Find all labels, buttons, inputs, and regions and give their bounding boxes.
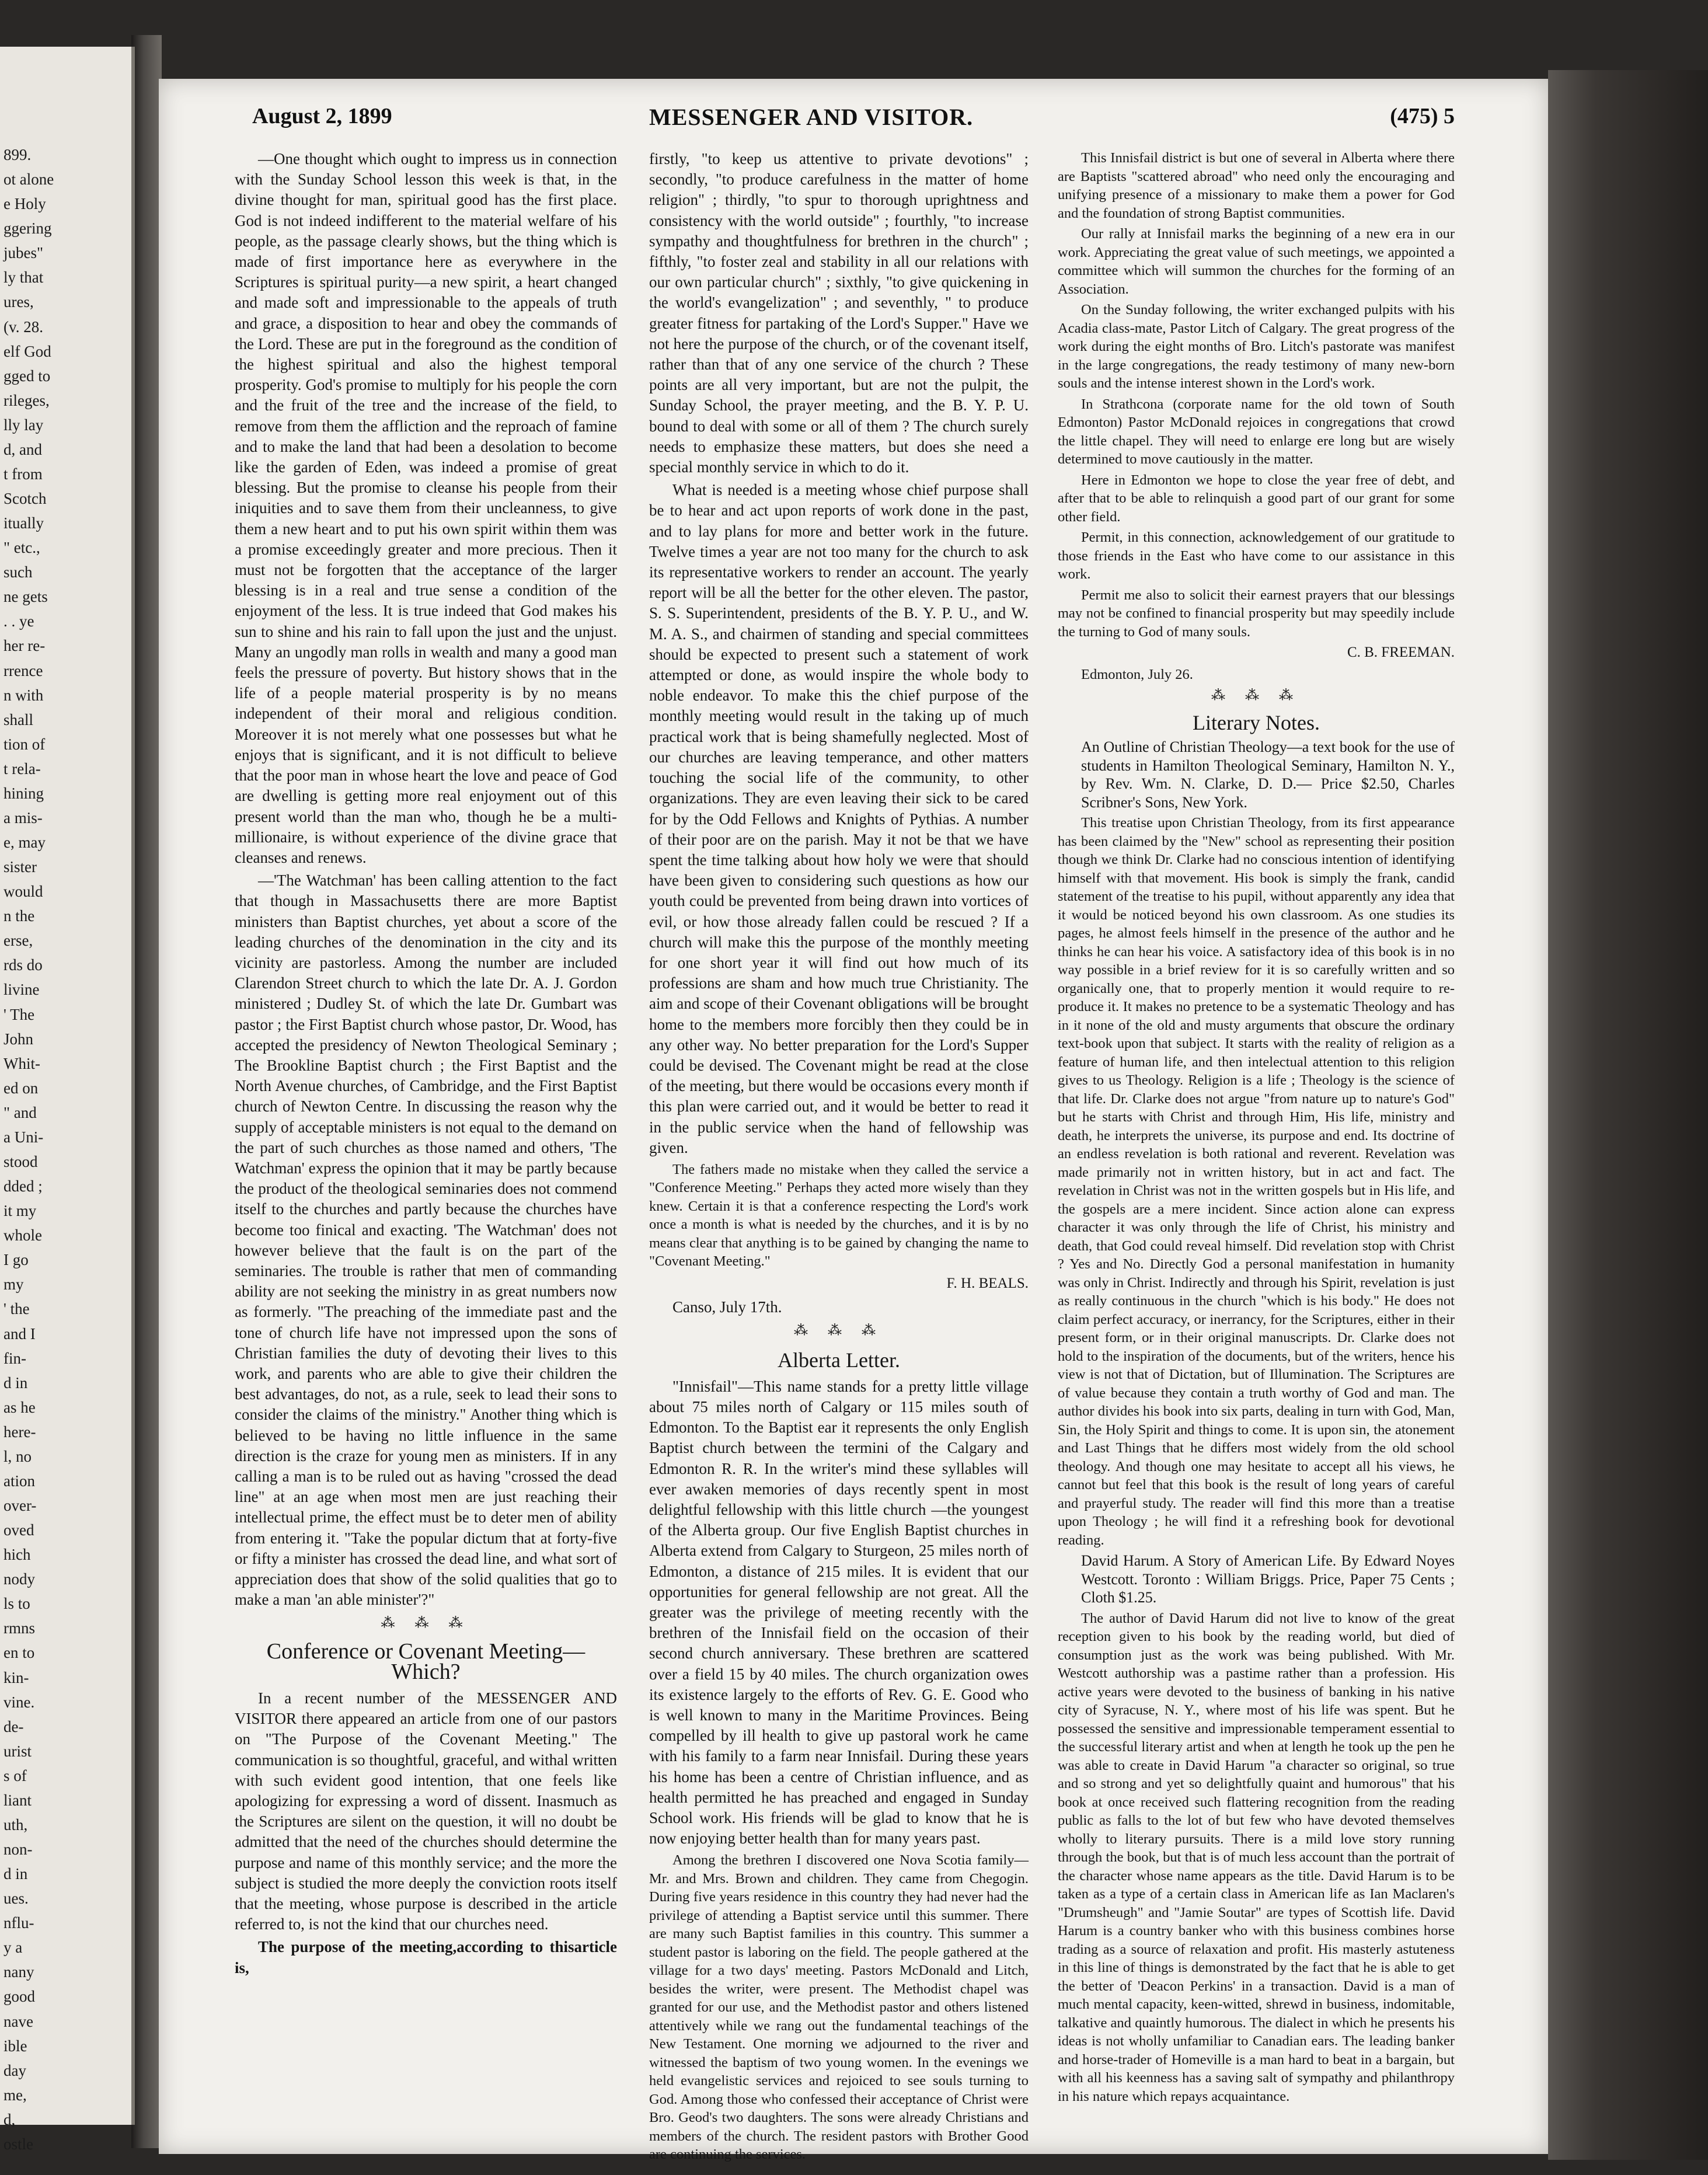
previous-page-text: livine <box>4 981 40 999</box>
book-review: The author of David Harum did not live to know of the great reception given to his book by the reading world, but died of consumption just as the work was being published. With Mr. Westcott authorship was a pastime rather than a profession. His active years were devoted to the business of banking in his native city of Syracuse, N. Y., where most of his life was spent. But he possessed the sensitive and impressionable temperament essential to the successful literary artist and when at length he took up the pen he was able to create in David Harum "a character so original, so true and so strong and yet so delightfully quaint and humorous" that his book at once received such flattering recognition from the reading public as falls to the lot of but few who have devoted themselves wholly to literary pursuits. There is a mild love story running through the book, but that is of much less account than the portrait of the character whose name appears as the title. David Harum is to be taken as a type of a certain class in American life as Ian Maclaren's "Drumsheugh" and "Jamie Soutar" are types of Scottish life. David Harum is a country banker who with this business combines horse trading as a source of relaxation and profit. His masterly astuteness in this line of things is demonstrated by the fact that he is able to get the better of 'Deacon Perkins' in a transaction. David is a man of much mental capacity, keen-witted, shrewd in business, indomitable, talkative and quaintly humorous. The dialect in which he presents his ideas is not wholly unfamiliar to Canadian ears. The leading banker and horse-trader of Homeville is a man hard to beat in a bargain, but with all his keenness has a saving salt of sympathy and philanthropy in his nature which repays acquaintance. <box>1058 1610 1455 2104</box>
header-date: August 2, 1899 <box>252 104 392 128</box>
book-gutter <box>131 35 162 2148</box>
previous-page-text: ible <box>4 2037 27 2055</box>
previous-page-text: shall <box>4 710 33 729</box>
previous-page-text: rileges, <box>4 391 50 409</box>
previous-page-text: d in <box>4 1865 28 1883</box>
previous-page-text: " and <box>4 1103 37 1121</box>
previous-page-text: my <box>4 1275 24 1294</box>
previous-page-text: over- <box>4 1497 37 1515</box>
previous-page-text: vine. <box>4 1693 35 1711</box>
previous-page-text: ly that <box>4 269 44 287</box>
previous-page-text: ls to <box>4 1595 30 1613</box>
newspaper-page <box>159 79 1548 2163</box>
previous-page-text: " etc., <box>4 539 40 557</box>
previous-page-text: e, may <box>4 834 46 852</box>
signature: C. B. FREEMAN. <box>1347 644 1455 660</box>
column-2 <box>649 149 1029 2166</box>
previous-page-text: nflu- <box>4 1914 34 1932</box>
previous-page-text: ne gets <box>4 588 48 606</box>
previous-page-text: ed on <box>4 1079 39 1097</box>
paragraph: firstly, "to keep us attentive to private devotions" ; secondly, "to produce carefulness in the matter of home religion" ; thirdly, "to spur to thorough uprightness and consistency with the world outside" ; fourthly, "to increase sympathy and thoughtfulness for brethren in the church" ; fifthly, "to foster zeal and stability in all our relations with our own particular church" ; sixthly, "to give quickening in the world's evangelization" ; and seventhly, " to produce greater fitness for partaking of the Lord's Supper." Have we not here the purpose of the church, or of the covenant itself, rather than that of any one service of the church ? These points are all very important, but are not the pulpit, the Sunday School, the prayer meeting, and the B. Y. P. U. bound to deal with some or all of them ? The church surely needs to emphasize these matters, but does she need a special monthly service in which to do it. <box>649 150 1029 476</box>
previous-page-text: s of <box>4 1766 27 1784</box>
previous-page-text: t from <box>4 465 43 483</box>
dateline: Canso, July 17th. <box>672 1298 782 1316</box>
paragraph: Here in Edmonton we hope to close the year free of debt, and after that to be able to relinquish a good part of our grant for some other field. <box>1058 472 1455 525</box>
previous-page-text: Scotch <box>4 490 47 508</box>
paragraph: Among the brethren I discovered one Nova Scotia family—Mr. and Mrs. Brown and children. They came from Chegogin. During five years residence in this country they had never had the privilege of attending a Baptist service until this summer. There are many such Baptist families in this country. This summer a student pastor is laboring on the field. The people gathered at the village for a two days' meeting. Pastors McDonald and Litch, besides the writer, were present. The Methodist chapel was granted for our use, and the Methodist pastor and others listened attentively while we rang out the fundamental teachings of the New Testament. One morning we adjourned to the river and witnessed the baptism of two young women. In the evenings we held evangelistic services and rejoiced to see souls turning to God. Among those who confessed their acceptance of Christ were Bro. Geod's two daughters. The sons were already Christians and members of the church. The resident pastors with Brother Good are continuing the services. <box>649 1852 1029 2163</box>
previous-page-text: hining <box>4 784 44 802</box>
previous-page-text: itually <box>4 514 44 532</box>
previous-page-text: as he <box>4 1398 36 1416</box>
previous-page-text: l, no <box>4 1447 32 1465</box>
previous-page-text: d, <box>4 2110 16 2128</box>
paragraph: Permit, in this connection, acknowledgement of our gratitude to those friends in the East who have come to our assistance in this work. <box>1058 529 1455 582</box>
previous-page-text: ot alone <box>4 170 54 189</box>
previous-page-text: d, and <box>4 440 42 458</box>
previous-page-text: and I <box>4 1324 36 1343</box>
previous-page-text: her re- <box>4 637 46 655</box>
previous-page-text: hich <box>4 1546 31 1564</box>
header-title: MESSENGER AND VISITOR. <box>649 104 974 130</box>
previous-page-text: a mis- <box>4 808 43 827</box>
previous-page-text: en to <box>4 1644 35 1662</box>
article-heading: Alberta Letter. <box>778 1348 900 1372</box>
previous-page-text: 899. <box>4 146 32 163</box>
previous-page-text: kin- <box>4 1668 29 1686</box>
previous-page-text: y a <box>4 1939 23 1957</box>
book-heading: An Outline of Christian Theology—a text book for the use of students in Hamilton Theological Seminary, Hamilton N. Y., by Rev. Wm. N. Clarke, D. D.— Price $2.50, Charles Scribner's Sons, New York. <box>1081 738 1455 811</box>
paragraph: —'The Watchman' has been calling attention to the fact that though in Massachusetts there are more Baptist ministers than Baptist churches, yet about a score of the leading churches of the denomination in the city and its vicinity are pastorless. Among the number are included Clarendon Street church to which the late Dr. A. J. Gordon ministered ; Dudley St. of which the late Dr. Gumbart was pastor ; the First Baptist church whose pastor, Dr. Wood, has accepted the presidency of Newton Theological Seminary ; The Brookline Baptist church ; the First Baptist and the North Avenue churches, of Cambridge, and the First Baptist church of Newton Centre. In discussing the reason why the supply of acceptable ministers is not equal to the demand on the part of such churches as those named and others, 'The Watchman' express the opinion that it may be partly because the product of the theological seminaries does not commend itself to the churches and partly because the churches have become too finical and exacting. 'The Watchman' does not however believe that the fault is on the part of the seminaries. The trouble is rather that men of commanding ability are not seeking the ministry in as great numbers now as formerly. "The preaching of the immediate past and the tone of church life have not impressed upon the sons of Christian families the duty of devoting their lives to this work, and parents who are able to give their children the best advantages, do not, as a rule, seek to lead their sons to consider the claims of the ministry." Another thing which is believed to be having no little influence in the same direction is the craze for young men as ministers. If in any calling a man is to be ruled out as having "crossed the dead line" at an age when most men are just reaching their intellectual prime, the effect must be to deter men of ability from entering it. "Take the popular dictum that at forty-five or fifty a minister has crossed the dead line, and what sort of appreciation does that show of the solid qualities that go to make a man 'an able minister'?" <box>235 872 617 1609</box>
previous-page-text: rmns <box>4 1619 35 1637</box>
previous-page-text: elf God <box>4 342 51 360</box>
previous-page-text: rrence <box>4 661 43 679</box>
previous-page-text: ues. <box>4 1890 29 1908</box>
previous-page-text: jubes" <box>4 244 44 262</box>
previous-page-text: t rela- <box>4 759 41 778</box>
previous-page-text: gged to <box>4 367 51 385</box>
header-page-number: (475) 5 <box>1390 104 1455 128</box>
previous-page-text: me, <box>4 2086 27 2104</box>
previous-page-text: stood <box>4 1153 38 1170</box>
previous-page-text: (v. 28. <box>4 318 43 336</box>
previous-page-text: ' the <box>4 1300 30 1318</box>
previous-page-text: it my <box>4 1202 37 1220</box>
previous-page-text: fin- <box>4 1349 26 1367</box>
paragraph: The purpose of the meeting,according to thisarticle is, <box>235 1938 617 1977</box>
previous-page-text: dded ; <box>4 1177 43 1195</box>
previous-page-text: liant <box>4 1791 32 1809</box>
ornament: ⁂ ⁂ ⁂ <box>1211 688 1301 703</box>
book-heading: David Harum. A Story of American Life. By Edward Noyes Westcott. Toronto : William Briggs. Price, Paper 75 Cents ; Cloth $1.25. <box>1081 1552 1455 1606</box>
previous-page-text: ation <box>4 1472 35 1490</box>
previous-page-text: a Uni- <box>4 1128 44 1146</box>
previous-page-text: nany <box>4 1963 34 1981</box>
page-edge <box>1548 70 1708 2160</box>
previous-page-text: such <box>4 563 33 581</box>
paragraph: Permit me also to solicit their earnest prayers that our blessings may not be confined to financial prosperity but may speedily include the turning to God of many souls. <box>1058 587 1455 640</box>
previous-page-text: day <box>4 2061 26 2079</box>
previous-page-text: I go <box>4 1251 29 1269</box>
previous-page-text: uth, <box>4 1815 28 1834</box>
previous-page-text: ggering <box>4 219 52 238</box>
book-review: This treatise upon Christian Theology, from its first appearance has been claimed by the "New" school as representing their position though we think Dr. Clarke had no conscious intention of identifying himself with that movement. His book is simply the frank, candid statement of the treatise to his pupil, without apparently any idea that it would be noticed beyond his own classroom. As one studies its pages, he almost feels himself in the presence of the author and he thinks he can hear his voice. A satisfactory idea of this book is in no way possible in a brief review for it is so carefully written and so organically one, that to properly mention it would require to re-produce it. It makes no pretence to be a systematic Theology and has in it none of the old and musty arguments that obscure the ordinary text-book upon that subject. It starts with the reality of religion as a feature of human life, and then intelectual attention to this religion gives to us Theology. Religion is a life ; Theology is the science of that life. Dr. Clarke does not argue "from nature up to nature's God" but he starts with Christ and through Him, His life, ministry and death, he interprets the universe, its purpose and end. Its doctrine of an endless revelation is both rational and reverent. Revelation was made primarily not in written history, but in act and fact. The revelation in Christ was not in the written gospels but in His life, and the gospels are a mere incident. Since action alone can express character it was only through the life of Christ, his ministry and death, that God could reveal himself. Did revelation stop with Christ ? Yes and No. Directly God a personal manifestation in humanity was only in Christ. Indirectly and through his Spirit, revelation is just as really continuous in the church "which is his body." He does not claim perfect accuracy, or inerrancy, for the Scriptures, either in their present form, or in their original manuscripts. Dr. Clarke does not hold to the inspiration of the documents, but of the writers, hence his view is not that of Dictation, but of Illumination. The Scriptures are of value because they contain a truth worthy of God and man. The author divides his book into six parts, dealing in turn with God, Man, Sin, the Holy Spirit and things to come. It is upon sin, the atonement and Last Things that he differs most widely from the old school theology. And though one may hesitate to accept all his views, he cannot but feel that this book is the result of long years of careful and prayerful study. The reader will find this more than a treatise upon Theology ; he will find it a refreshing book for devotional reading. <box>1058 815 1455 1548</box>
paragraph: This Innisfail district is but one of several in Alberta where there are Baptists "scattered abroad" who need only the encouraging and unifying presence of a missionary to make them a power for God and the foundation of strong Baptist communities. <box>1058 150 1455 221</box>
previous-page-fragment <box>0 47 135 2153</box>
previous-page-text: tion of <box>4 735 46 753</box>
ornament: ⁂ ⁂ ⁂ <box>381 1616 471 1632</box>
previous-page-text: ostle <box>4 2135 33 2153</box>
previous-page-text: sister <box>4 858 37 876</box>
previous-page-text: would <box>4 883 43 901</box>
previous-page-text: nody <box>4 1570 35 1588</box>
previous-page-text: d in <box>4 1374 28 1392</box>
article-heading: Conference or Covenant Meeting—Which? <box>266 1639 585 1684</box>
previous-page-text: non- <box>4 1841 33 1859</box>
previous-page-text: rds do <box>4 956 43 974</box>
section-heading: Literary Notes. <box>1193 710 1320 734</box>
paragraph: The fathers made no mistake when they called the service a "Conference Meeting." Perhaps they acted more wisely than they knew. Certain it is that a conference respecting the Lord's work once a month is what is needed by the churches, and it is by no means clear that anything is to be gained by changing the name to "Covenant Meeting." <box>649 1161 1029 1270</box>
previous-page-text: ures, <box>4 293 34 311</box>
previous-page-text: n with <box>4 686 44 704</box>
paragraph: "Innisfail"—This name stands for a pretty little village about 75 miles north of Calgary or 115 miles south of Edmonton. To the Baptist ear it represents the only English Baptist church between the termini of the Calgary and Edmonton R. R. In the writer's mind these syllables will ever awaken memories of days recently spent in most delightful fellowship with this little church —the youngest of the Alberta group. Our five English Baptist churches in Alberta extend from Calgary to Sturgeon, 25 miles north of Edmonton, a distance of 215 miles. It is evident that our opportunities for general fellowship are not great. All the greater was the privilege of meeting recently with the brethren of the Innisfail field on the occasion of their second church anniversary. These brethren are scattered over a field 15 by 40 miles. The church organization owes its existence largely to the efforts of Rev. G. E. Good who is well known to many in the Maritime Provinces. Being compelled by ill health to give up pastoral work he came with his family to a farm near Innisfail. During these years his home has been a centre of Christian influence, and as health permitted he has preached and engaged in Sunday School work. His friends will be glad to know that he is now enjoying better health than for many years past. <box>649 1377 1029 1848</box>
ornament: ⁂ ⁂ ⁂ <box>794 1323 884 1339</box>
previous-page-text: n the <box>4 907 35 925</box>
previous-page-text: de- <box>4 1717 24 1735</box>
paragraph: In a recent number of the MESSENGER AND VISITOR there appeared an article from one of our pastors on "The Purpose of the Covenant Meeting." The communication is so thoughtful, graceful, and withal written with such evident good intention, that one feels like apologizing for expressing a word of dissent. Inasmuch as the Scriptures are silent on the question, it will no doubt be admitted that the need of the churches should determine the purpose and name of this monthly service; and the more the subject is studied the more deeply the conviction roots itself that the meeting, whose purpose is described in the article referred to, is not the kind that our churches need. <box>235 1689 617 1933</box>
previous-page-text: lly lay <box>4 416 44 434</box>
previous-page-text: oved <box>4 1521 34 1539</box>
previous-page-text: here- <box>4 1423 36 1441</box>
previous-page-text: good <box>4 1988 35 2006</box>
previous-page-text: e Holy <box>4 195 46 213</box>
signature: F. H. BEALS. <box>946 1275 1029 1291</box>
paragraph: What is needed is a meeting whose chief purpose shall be to hear and act upon reports of work done in the past, and to lay plans for more and better work in the future. Twelve times a year are not too many for the church to ask its representative workers to render an account. The yearly report will be all the better for the other eleven. The pastor, S. S. Superintendent, presidents of the B. Y. P. U., and W. M. A. S., and chairmen of standing and special committees should be expected to present such a statement of work attempted or done, as would inspire the whole body to noble endeavor. To make this the chief purpose of the monthly meeting would result in the taking up of much practical work that is being shamefully neglected. Most of our churches are leaving temperance, and other matters touching the social life of the community, to other organizations. They are even leaving their sick to be cared for by the Odd Fellows and Knights of Pythias. A number of their poor are on the parish. May it not be that we have spent the time talking about how holy we were that should have been given to considering such questions as how our youth could be prevented from being drawn into vortices of evil, or how those already fallen could be rescued ? If a church will make this the purpose of the monthly meeting for one short year it will find out how much of its professions are sham and how much true Christianity. The aim and scope of their Covenant obligations will be brought home to the members more forcibly then they could be in any other way. No better preparation for the Lord's Supper could be devised. The Covenant might be read at the close of the meeting, but there would be occasions every month if this plan were carried out, and it would be better to read it in the public service when the hand of fellowship was given. <box>649 481 1029 1156</box>
previous-page-text: John <box>4 1030 34 1048</box>
previous-page-text: whole <box>4 1226 42 1245</box>
paragraph: In Strathcona (corporate name for the old town of South Edmonton) Pastor McDonald rejoices in congregations that crowd the little chapel. They will need to enlarge ere long but are wisely determined to move cautiously in the matter. <box>1058 396 1455 467</box>
column-1 <box>235 149 617 1981</box>
previous-page-text: urist <box>4 1742 32 1760</box>
page-header <box>252 103 1455 144</box>
paragraph: On the Sunday following, the writer exchanged pulpits with his Acadia class-mate, Pastor Litch of Calgary. The great progress of the work during the eight months of Bro. Litch's pastorate was manifest in the large congregations, the ready testimony of many new-born souls and the intense interest shown in the Lord's work. <box>1058 302 1455 391</box>
dateline: Edmonton, July 26. <box>1081 666 1193 682</box>
paragraph: Our rally at Innisfail marks the beginning of a new era in our work. Appreciating the great value of such meetings, we appointed a committee which will summon the churches for the forming of an Association. <box>1058 226 1455 297</box>
previous-page-text: erse, <box>4 932 33 950</box>
previous-page-text: nave <box>4 2012 33 2030</box>
previous-page-text: ' The <box>4 1005 35 1023</box>
previous-page-text: Whit- <box>4 1054 40 1072</box>
column-3 <box>1058 149 1455 2108</box>
previous-page-text: . . ye <box>4 612 34 630</box>
paragraph: —One thought which ought to impress us in connection with the Sunday School lesson this week is that, in the divine thought for man, spiritual good has the first place. God is not indeed indifferent to the material welfare of his people, as the passage clearly shows, but the thing which is made of first importance here as everywhere in the Scriptures is spiritual purity—a new spirit, a heart changed and made soft and impressionable to the appeals of truth and grace, a disposition to hear and obey the commands of the Lord. These are put in the foreground as the condition of the highest spiritual and also the highest temporal prosperity. God's promise to multiply for his people the corn and the fruit of the tree and the increase of the field, to remove from them the affliction and the reproach of famine and to make the land that had been a desolation to become like the garden of Eden, was indeed a promise of great blessing. But the promise to cleanse his people from their iniquities and to save them from their uncleanness, to give them a new heart and to put his own spirit within them was a promise exceedingly greater and more precious. Then it must not be forgotten that the acceptance of the larger blessing is in a real and true sense a condition of the enjoyment of the less. It is true indeed that God makes his sun to shine and his rain to fall upon the just and the unjust. Many an ungodly man rolls in wealth and many a good man feels the pressure of poverty. But history shows that in the life of a people material prosperity is by no means independent of their moral and religious condition. Moreover it is not merely what one possesses but what he enjoys that is significant, and it is not difficult to believe that the poor man in whose heart the love and peace of God are dwelling is getting more real enjoyment out of this present world than the man who, though he be a multi-millionaire, is without experience of the divine grace that cleanses and renews. <box>235 150 617 866</box>
